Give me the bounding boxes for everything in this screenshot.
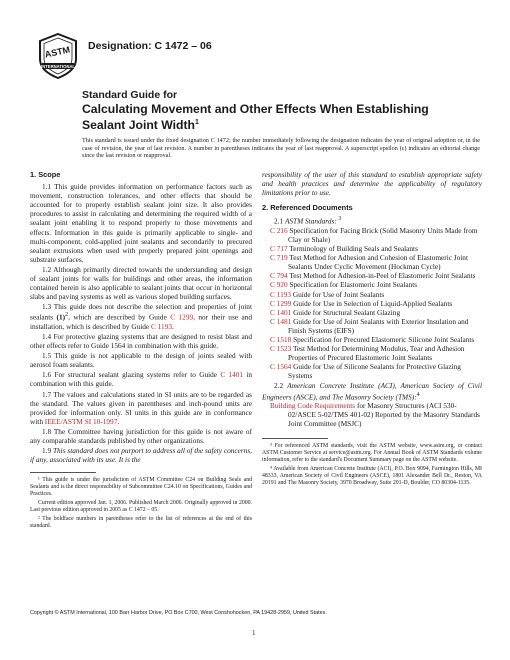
scope-1-2: 1.2 Although primarily directed towards the understanding and design of sealant joints for walls for buildings and other areas, the information contained herein is also applicable to sealant joints that occur in horizontal slabs and paving systems as well as various sloped building surfaces. — [30, 264, 252, 302]
document-title — [82, 89, 482, 132]
ref-link[interactable]: C 1193 — [270, 289, 292, 299]
aci-asce-tms-subheading: 2.2 American Concrete Institute (ACI), American Society of Civil Engineers (ASCE), and The Masonry Society (TMS):$^4$ — [262, 381, 482, 401]
svg-text:INTERNATIONAL: INTERNATIONAL — [41, 64, 75, 69]
scope-1-3: 1.3 This guide does not describe the selection and properties of joint sealants $(1)^2$, which are described by Guide C 1299, nor their use and installation, which is described by Guide C 1193. — [30, 302, 252, 331]
ref-link[interactable]: C 1523 — [270, 344, 292, 354]
astm-logo — [38, 33, 78, 79]
footnote-1-edition: Current edition approved Jan. 1, 2006. Published March 2006. Originally approved in 2000. Last previous edition approved in 2005 as C 1472 – 05. — [30, 500, 252, 514]
ref-item: C 1193 Guide for Use of Joint Sealants — [270, 289, 385, 299]
title-line-3: Sealant Joint Width$^1$ — [82, 118, 199, 133]
ref-item: C 1564 Guide for Use of Silicone Sealants for Protective Glazing Systems — [270, 362, 461, 381]
footnote-divider-right — [262, 438, 328, 439]
ref-item: C 1401 Guide for Structural Sealant Glazing — [270, 307, 401, 317]
scope-1-7: 1.7 The values and calculations stated in SI units are to be regarded as the standard. The values given in parentheses and inch-pound units are provided for information only. SI units in this guide are in conformance with IEEE/ASTM SI 10-1997. — [30, 389, 252, 426]
ref-item: C 216 Specification for Facing Brick (Solid Masonry Units Made from Clay or Shale) — [270, 225, 478, 244]
ref-item: C 794 Test Method for Adhesion-in-Peel of Elastomeric Joint Sealants — [270, 271, 476, 281]
footnote-2: ² The boldface numbers in parentheses refer to the list of references at the end of this standard. — [30, 516, 252, 530]
ref-item: C 1518 Specification for Precured Elastomeric Silicone Joint Sealants — [270, 335, 475, 345]
title-line-2: Calculating Movement and Other Effects When Establishing — [82, 102, 429, 116]
ref-link[interactable]: C 717 — [270, 244, 288, 254]
ref-item: C 719 Test Method for Adhesion and Cohesion of Elastomeric Joint Sealants Under Cyclic Movement (Hockman Cycle) — [270, 253, 468, 272]
footnote-4: ⁴ Available from American Concrete Institute (ACI), P.O. Box 9094, Farmington Hills, MI 48333, American Society of Civil Engineers (ASCE), 1801 Alexander Bell Dr., Reston, VA 20191 and The Masonry Society, 3970 Broadway, Suite 201-D, Boulder, CO 80304-1135. — [262, 466, 482, 487]
scope-1-6: 1.6 For structural sealant glazing systems refer to Guide C 1401 in combination with this guide. — [30, 370, 253, 389]
designation: Designation: C 1472 – 06 — [88, 40, 212, 52]
link-c1299[interactable]: C 1299 — [170, 312, 194, 322]
link-c1193[interactable]: C 1193 — [150, 321, 172, 331]
ref-link[interactable]: C 1518 — [270, 335, 292, 345]
ref-link[interactable]: C 216 — [270, 225, 288, 235]
ref-item: C 1523 Test Method for Determining Modulus, Tear and Adhesion Properties of Precured Elastomeric Joint Sealants — [270, 344, 465, 363]
right-column — [262, 170, 482, 489]
ref-link[interactable]: C 1299 — [270, 298, 292, 308]
footnote-divider — [30, 472, 96, 473]
link-c1401[interactable]: C 1401 — [220, 370, 244, 380]
link-ieee-astm-si10[interactable]: IEEE/ASTM SI 10-1997 — [44, 416, 118, 426]
ref-item: C 717 Terminology of Building Seals and Sealants — [270, 244, 418, 254]
ref-link[interactable]: C 1564 — [270, 362, 292, 372]
scope-heading: 1. Scope — [30, 170, 61, 179]
left-column — [30, 170, 252, 532]
title-line-1: Standard Guide for — [82, 89, 178, 101]
ref-item: C 1481 Guide for Use of Joint Sealants with Exterior Insulation and Finish Systems (EIFS) — [270, 316, 469, 335]
scope-1-8: 1.8 The Committee having jurisdiction for this guide is not aware of any comparable standards published by other organizations. — [30, 426, 252, 446]
scope-1-9-continued: responsibility of the user of this standard to establish appropriate safety and health practices and determine the applicability of regulatory limitations prior to use. — [262, 170, 482, 198]
ref-item-building-code: Building Code Requirements for Masonry Structures (ACI 530-02/ASCE 5-02/TMS 401-02) Reported by the Masonry Standards Joint Committee (MSJC) — [270, 401, 480, 429]
ref-link[interactable]: C 920 — [270, 280, 288, 290]
link-building-code-requirements[interactable]: Building Code Requirements — [270, 401, 356, 411]
scope-1-5: 1.5 This guide is not applicable to the design of joints sealed with aerosol foam sealants. — [30, 351, 252, 370]
ref-item: C 920 Specification for Elastomeric Joint Sealants — [270, 280, 418, 290]
svg-text:ASTM: ASTM — [43, 44, 71, 60]
ref-item: C 1299 Guide for Use in Selection of Liquid-Applied Sealants — [270, 298, 453, 308]
ref-link[interactable]: C 1481 — [270, 316, 292, 326]
footnote-1: ¹ This guide is under the jurisdiction of ASTM Committee C24 on Building Seals and Sealants and is the direct responsibility of Subcommittee C24.10 on Specifications, Guides and Practices. — [30, 477, 252, 498]
astm-standards-subheading: 2.1 ASTM Standards: $^3$ — [274, 216, 342, 226]
ref-link[interactable]: C 794 — [270, 271, 288, 281]
issuance-note: This standard is issued under the fixed designation C 1472; the number immediately following the designation indicates the year of original adoption or, in the case of revision, the year of last revision. A number in parentheses indicates the year of last reapproval. A superscript epsilon (ε) indicates an editorial change since the last revision or reapproval. — [82, 137, 480, 160]
astm-standards-list — [262, 226, 482, 381]
ref-link[interactable]: C 1401 — [270, 307, 292, 317]
scope-1-9: 1.9 This standard does not purport to address all of the safety concerns, if any, associated with its use. It is the — [30, 446, 253, 465]
ref-link[interactable]: C 719 — [270, 253, 288, 263]
footnote-3: ³ For referenced ASTM standards, visit the ASTM website, www.astm.org, or contact ASTM Customer Service at service@astm.org. For Annual Book of ASTM Standards volume information, refer to the standard's Document Summary page on the ASTM website. — [262, 443, 482, 464]
page-number: 1 — [252, 629, 256, 637]
astm-logo-icon — [38, 33, 78, 79]
copyright-line: Copyright © ASTM International, 100 Barr Harbor Drive, PO Box C700, West Conshohocken, PA 19428-2959, United States. — [30, 610, 327, 616]
scope-1-1: 1.1 This guide provides information on performance factors such as movement, construction tolerances, and other effects that should be accounted for to properly establish sealant joint size. It also provides procedures to assist in calculating and determining the required width of a sealant joint enabling it to respond properly to those movements and effects. Information in this guide is primarily applicable to single- and multi-component, cold-applied joint sealants and secondarily to precured sealant extrusions when used with properly prepared joint openings and substrate surfaces. — [30, 182, 252, 264]
referenced-documents-heading: 2. Referenced Documents — [262, 203, 353, 213]
scope-1-4: 1.4 For protective glazing systems that are designed to resist blast and other effects refer to Guide 1564 in combination with this guide. — [30, 332, 252, 351]
